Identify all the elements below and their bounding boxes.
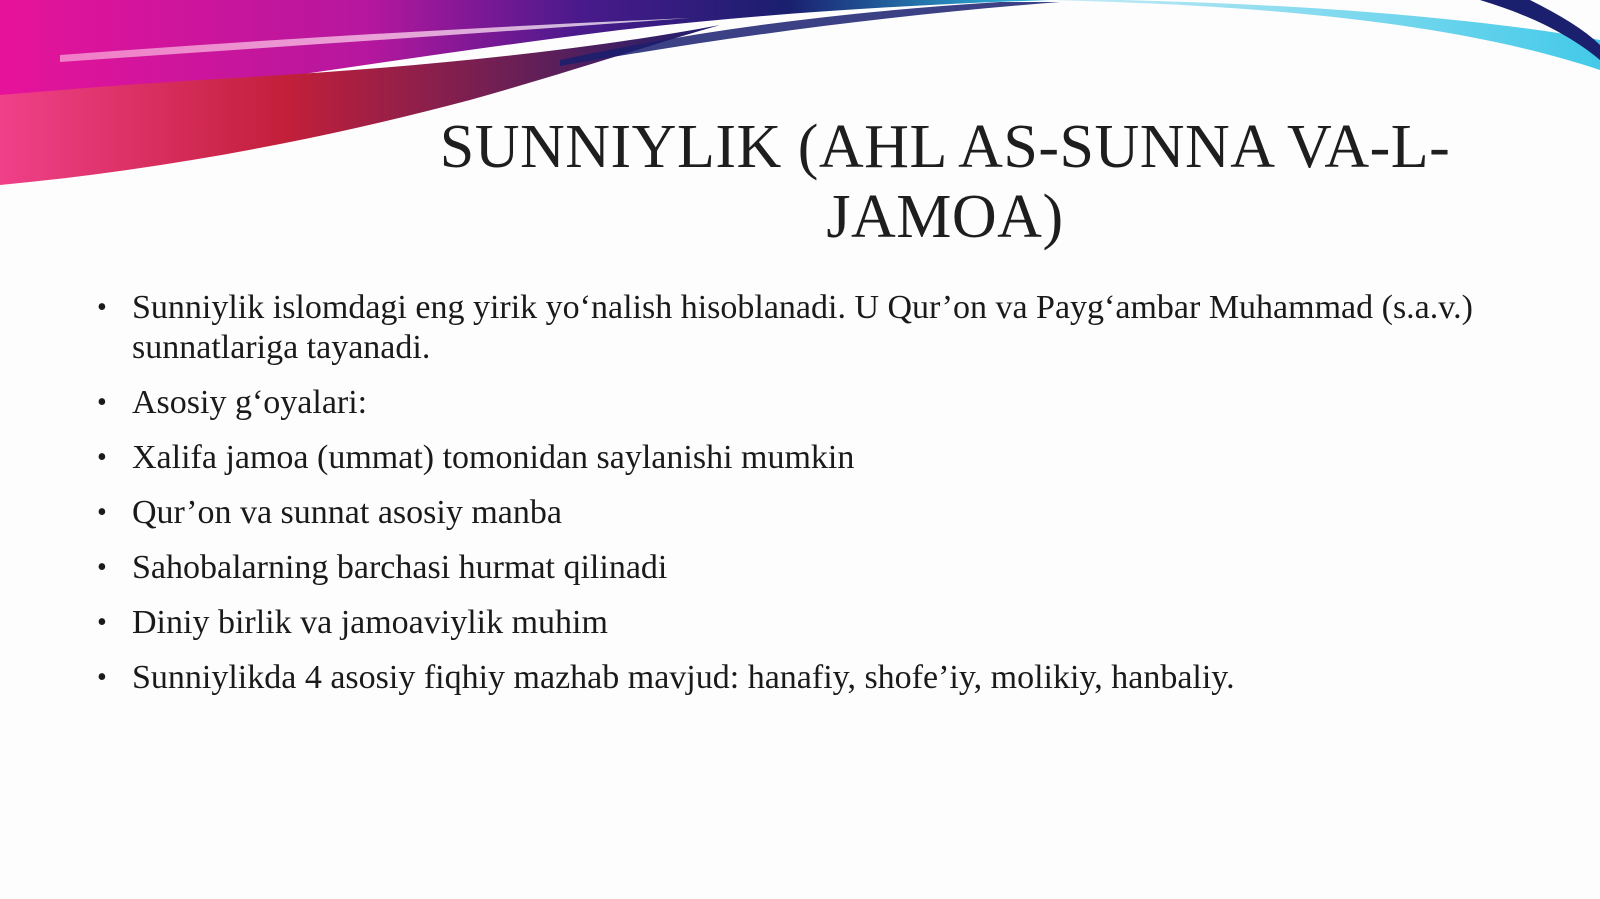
- bullet-text: Asosiy g‘oyalari:: [132, 384, 368, 421]
- bullet-icon: •: [97, 552, 107, 583]
- bullet-icon: •: [97, 442, 107, 473]
- list-item: [97, 548, 1497, 588]
- bullet-text: Qur’on va sunnat asosiy manba: [132, 494, 562, 531]
- bullet-icon: •: [97, 387, 107, 418]
- bullet-text: Sunniylikda 4 asosiy fiqhiy mazhab mavjud: hanafiy, shofe’iy, molikiy, hanbaliy.: [132, 659, 1235, 696]
- bullet-text: Sunniylik islomdagi eng yirik yo‘nalish hisoblanadi. U Qur’on va Payg‘ambar Muhammad (s.a.v.) sunnatlariga tayanadi.: [132, 289, 1473, 366]
- list-item: [97, 603, 1497, 643]
- bullet-text: Diniy birlik va jamoaviylik muhim: [132, 604, 608, 641]
- list-item: [97, 493, 1497, 533]
- bullet-icon: •: [97, 607, 107, 638]
- bullet-icon: •: [97, 497, 107, 528]
- bullet-text: Sahobalarning barchasi hurmat qilinadi: [132, 549, 668, 586]
- list-item: [97, 383, 1497, 423]
- bullet-icon: •: [97, 662, 107, 693]
- bullet-text: Xalifa jamoa (ummat) tomonidan saylanishi mumkin: [132, 439, 855, 476]
- slide-title: SUNNIYLIK (AHL AS-SUNNA VA-L-JAMOA): [439, 113, 1451, 251]
- list-item: [97, 658, 1497, 698]
- bullet-list: [97, 288, 1497, 713]
- list-item: [97, 288, 1497, 368]
- list-item: [97, 438, 1497, 478]
- bullet-icon: •: [97, 292, 107, 323]
